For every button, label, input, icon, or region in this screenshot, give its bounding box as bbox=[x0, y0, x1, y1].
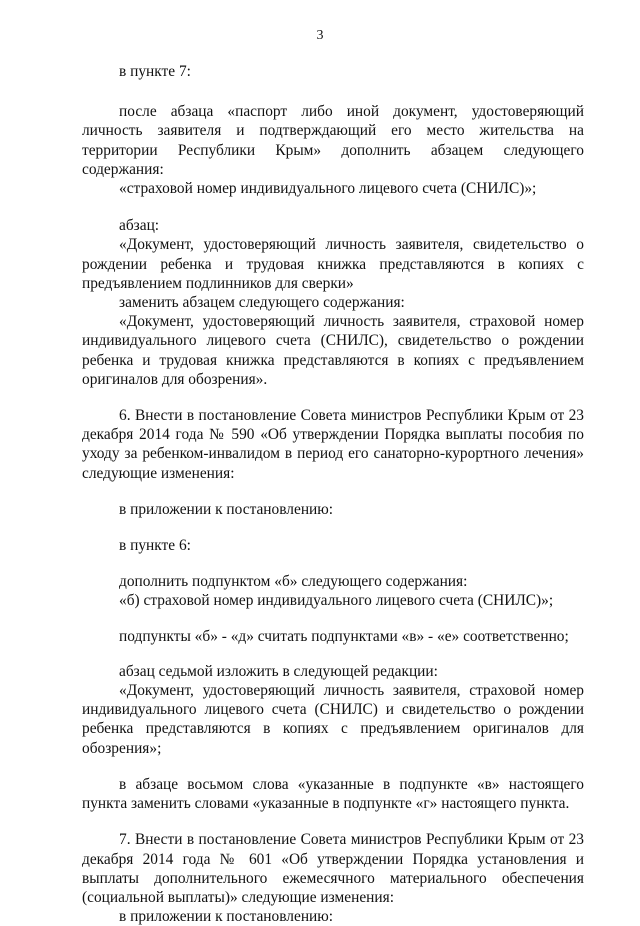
paragraph-old-document-text: «Документ, удостоверяющий личность заявителя, свидетельство о рождении ребенка и трудовая книжка представляются в копиях с предъявлением подлинников для сверки» bbox=[82, 236, 584, 292]
paragraph-item-6: 6. Внести в постановление Совета министров Республики Крым от 23 декабря 2014 года № 590 «Об утверждении Порядка выплаты пособия по уходу за ребенком-инвалидом в период его санаторно-курортного лечения» следующие изменения: bbox=[82, 407, 584, 482]
paragraph-new-document-text: «Документ, удостоверяющий личность заявителя, страховой номер индивидуального лицевого счета (СНИЛС), свидетельство о рождении ребенка и трудовая книжка представляются в копиях с предъявлением оригиналов для обозрения». bbox=[82, 313, 584, 388]
paragraph-seventh-abzac-text: «Документ, удостоверяющий личность заявителя, страховой номер индивидуального лицевого счета (СНИЛС) и свидетельство о рождении ребенка представляются в копиях с предъявлением оригиналов для обозрения»; bbox=[82, 682, 584, 757]
paragraph-after-passport: после абзаца «паспорт либо иной документ, удостоверяющий личность заявителя и подтверждающий его место жительства на территории Республики Крым» дополнить абзацем следующего содержания: bbox=[82, 103, 584, 178]
paragraph-seventh-abzac: абзац седьмой изложить в следующей редакции: bbox=[119, 662, 438, 680]
paragraph-point-6: в пункте 6: bbox=[119, 537, 191, 555]
paragraph-snils-quote: «страховой номер индивидуального лицевого счета (СНИЛС)»; bbox=[119, 180, 537, 198]
paragraph-abzac-label: абзац: bbox=[119, 217, 160, 235]
paragraph-subpoint-b-text: «б) страховой номер индивидуального лицевого счета (СНИЛС)»; bbox=[119, 592, 554, 610]
paragraph-replace-with: заменить абзацем следующего содержания: bbox=[119, 294, 405, 312]
page-number: 3 bbox=[316, 28, 324, 43]
paragraph-appendix-7: в приложении к постановлению: bbox=[119, 908, 334, 926]
paragraph-eighth-abzac: в абзаце восьмом слова «указанные в подпункте «в» настоящего пункта заменить словами «указанные в подпункте «г» настоящего пункта. bbox=[82, 775, 584, 813]
paragraph-appendix-6: в приложении к постановлению: bbox=[119, 500, 334, 518]
paragraph-point-7: в пункте 7: bbox=[119, 63, 191, 80]
paragraph-add-subpoint-b: дополнить подпунктом «б» следующего содержания: bbox=[119, 573, 468, 591]
paragraph-renumber-subpoints: подпункты «б» - «д» считать подпунктами «в» - «е» соответственно; bbox=[119, 627, 569, 645]
paragraph-item-7: 7. Внести в постановление Совета министров Республики Крым от 23 декабря 2014 года № 601 «Об утверждении Порядка установления и выплаты дополнительного ежемесячного материального обеспечения (социальной выплаты)» следующие изменения: bbox=[82, 831, 584, 906]
document-body bbox=[82, 62, 584, 926]
